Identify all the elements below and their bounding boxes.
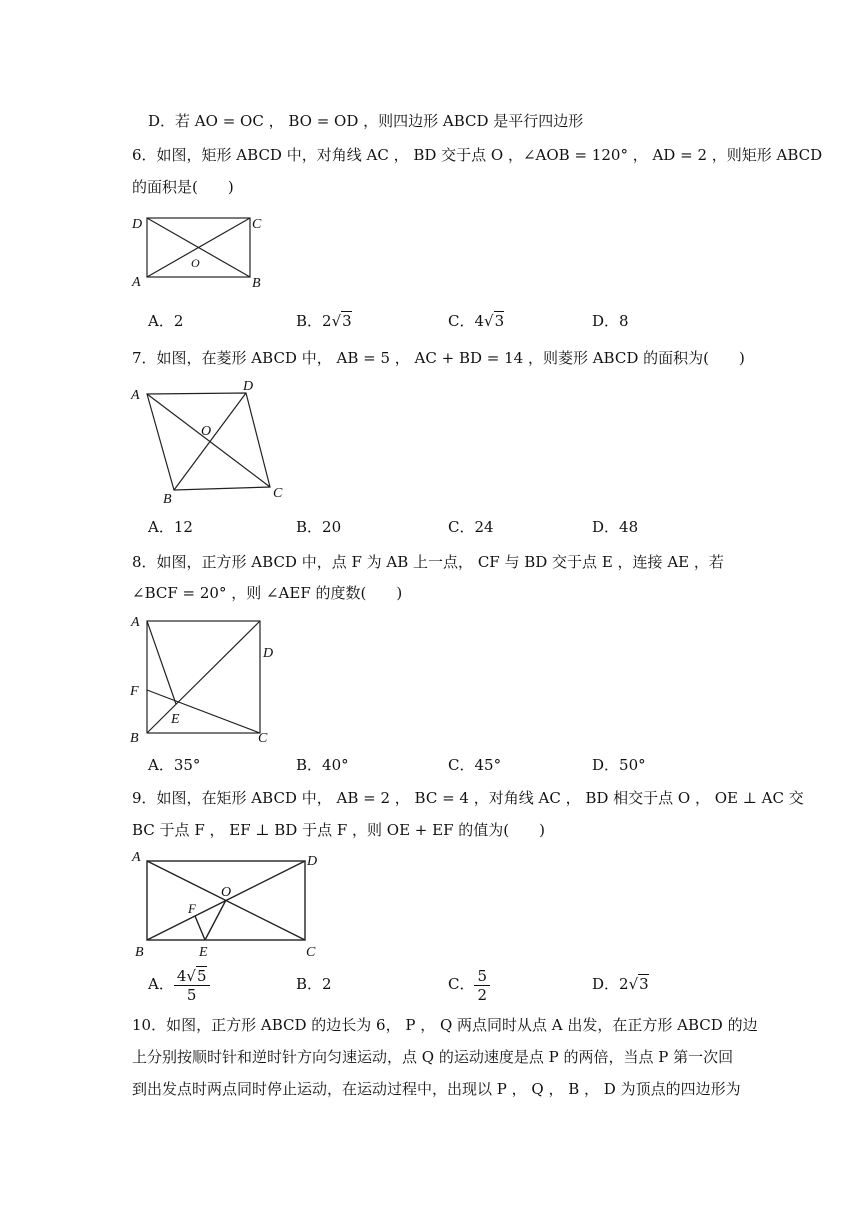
q9-option-c: C． $\frac{5}{2}$ bbox=[448, 964, 490, 1004]
q9-option-d: D．2√3 bbox=[592, 975, 649, 993]
q7-option-b: B．20 bbox=[296, 518, 342, 536]
q7-label-d: D bbox=[243, 379, 254, 394]
q7-option-c: C．24 bbox=[448, 518, 494, 536]
q8-option-a: A．35° bbox=[148, 756, 201, 774]
q8-label-d: D bbox=[263, 646, 274, 661]
q6-label-c: C bbox=[252, 217, 262, 232]
q6-option-b: B．2√3 bbox=[296, 312, 352, 330]
q6-option-a: A．2 bbox=[148, 312, 184, 330]
q9-label-d: D bbox=[307, 854, 318, 869]
q9-option-a: A． $\frac{4√5}{5}$ bbox=[148, 964, 210, 1004]
q6-option-d: D．8 bbox=[592, 312, 629, 330]
q8-option-d: D．50° bbox=[592, 756, 646, 774]
q7-label-b: B bbox=[163, 492, 172, 507]
q9-option-b: B．2 bbox=[296, 975, 332, 993]
q7-option-d: D．48 bbox=[592, 518, 639, 536]
q8-label-a: A bbox=[131, 615, 140, 630]
q7-option-a: A．12 bbox=[148, 518, 193, 536]
q7-label-c: C bbox=[273, 486, 283, 501]
q8-option-c: C．45° bbox=[448, 756, 502, 774]
q7-label-a: A bbox=[131, 388, 140, 403]
q9-label-c: C bbox=[306, 945, 316, 960]
q8-label-e: E bbox=[171, 712, 180, 727]
q6-label-d: D bbox=[132, 217, 143, 232]
q8-label-b: B bbox=[130, 731, 139, 746]
q6-label-o: O bbox=[191, 256, 200, 270]
q9-label-e: E bbox=[199, 945, 208, 960]
q7-label-o: O bbox=[201, 424, 212, 439]
q9-label-b: B bbox=[135, 945, 144, 960]
q8-label-c: C bbox=[258, 731, 268, 746]
q9-label-f: F bbox=[188, 901, 196, 916]
q8-label-f: F bbox=[130, 684, 139, 699]
q6-label-a: A bbox=[132, 275, 141, 290]
q9-label-o: O bbox=[221, 885, 232, 900]
q8-option-b: B．40° bbox=[296, 756, 349, 774]
q6-label-b: B bbox=[252, 276, 261, 291]
q6-option-c: C．4√3 bbox=[448, 312, 505, 330]
q9-label-a: A bbox=[132, 850, 141, 865]
